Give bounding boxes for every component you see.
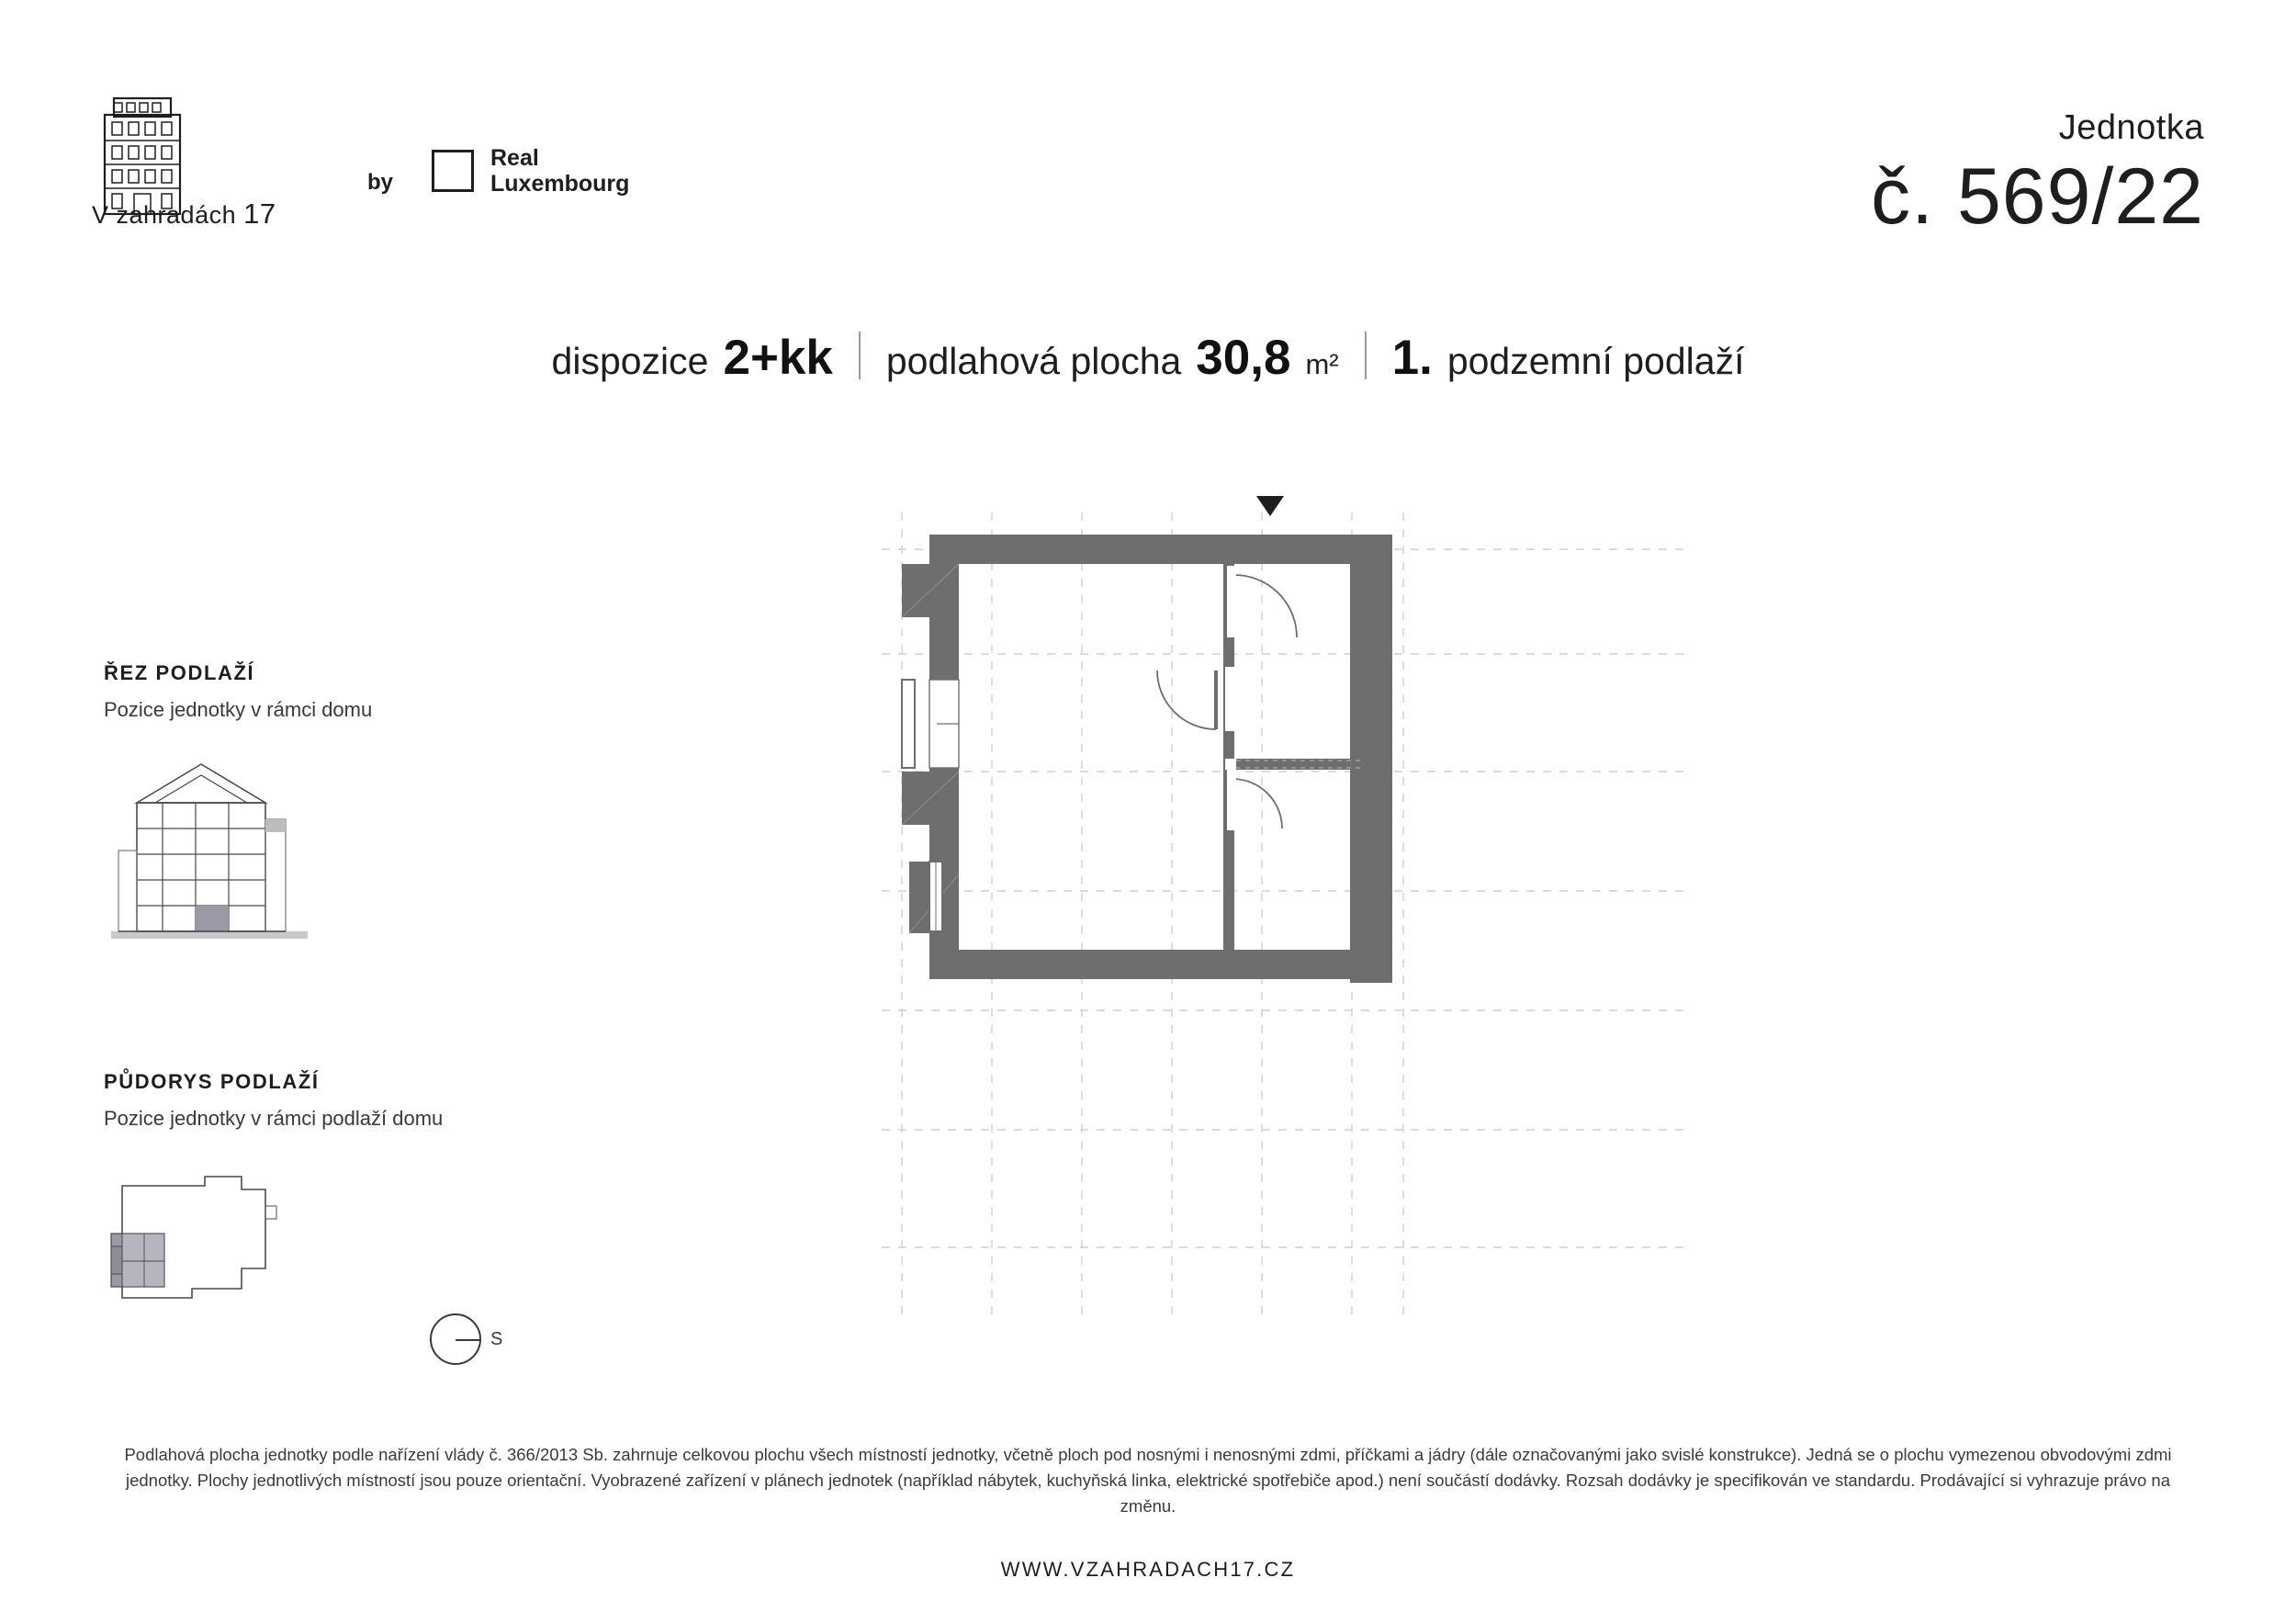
section-title: ŘEZ PODLAŽÍ (104, 661, 255, 684)
floorplan-subtitle: Pozice jednotky v rámci podlaží domu (104, 1107, 444, 1130)
square-icon (432, 150, 474, 192)
building-section-thumbnail (104, 750, 315, 970)
page-footer (0, 1442, 2296, 1582)
layout-value: 2+kk (723, 331, 833, 385)
wall-outline (902, 535, 1392, 979)
area-label: podlahová plocha (885, 340, 1182, 382)
floorplan-thumb-block (104, 1070, 618, 1324)
grid-lines (882, 513, 1690, 1323)
interior-partitions (1223, 564, 1363, 950)
website-url[interactable]: WWW.VZAHRADACH17.CZ (1000, 1558, 1296, 1582)
floor-value: 1. (1391, 331, 1433, 385)
section-subtitle: Pozice jednotky v rámci domu (104, 698, 373, 721)
disclaimer-text: Podlahová plocha jednotky podle nařízení vlády č. 366/2013 Sb. zahrnuje celkovou plochu všech místností jednotky, včetně ploch pod nosnými i nenosnými zdmi, příčkami a jádry (dále označovanými jako svislé konstrukce). Jedná se o plochu vymezenou obvodovými zdmi jednotky. Plochy jednotlivých místností jsou pouze orientační. Vyobrazené zařízení v plánech jednotek (například nábytek, kuchyňská linka, elektrické spotřebiče apod.) není součástí dodávky. Rozsah dodávky je specifikován ve standardu. Prodávající si vyhrazuje právo na změnu. (124, 1445, 2172, 1516)
section-block (104, 661, 581, 970)
compass-icon (430, 1313, 481, 1365)
partner-line-1: Real (490, 145, 539, 171)
floorplan-title: PŮDORYS PODLAŽÍ (104, 1070, 320, 1093)
unit-spec-row (0, 326, 2296, 386)
compass-label: S (490, 1328, 503, 1349)
layout-label: dispozice (551, 340, 709, 382)
compass (430, 1313, 502, 1365)
page-header (0, 0, 2296, 303)
unit-number: č. 569/22 (1871, 152, 2204, 241)
door-openings (1225, 566, 1238, 830)
partner-logo (432, 145, 629, 197)
floor-label: podzemní podlaží (1446, 340, 1745, 382)
entrance-arrow-icon (1256, 496, 1284, 516)
brand-name (92, 197, 276, 231)
area-value: 30,8 (1196, 331, 1291, 385)
partner-line-2: Luxembourg (490, 171, 630, 197)
area-unit: m² (1305, 348, 1339, 380)
divider (1365, 332, 1367, 379)
unit-label: Jednotka (2058, 108, 2204, 147)
unit-floor-plan (882, 496, 1708, 1341)
divider (859, 332, 861, 379)
floor-plan-thumbnail (104, 1158, 333, 1324)
brand-name-number: 17 (243, 197, 276, 230)
brand-name-text: V zahradách (92, 201, 237, 229)
by-label: by (367, 170, 394, 195)
